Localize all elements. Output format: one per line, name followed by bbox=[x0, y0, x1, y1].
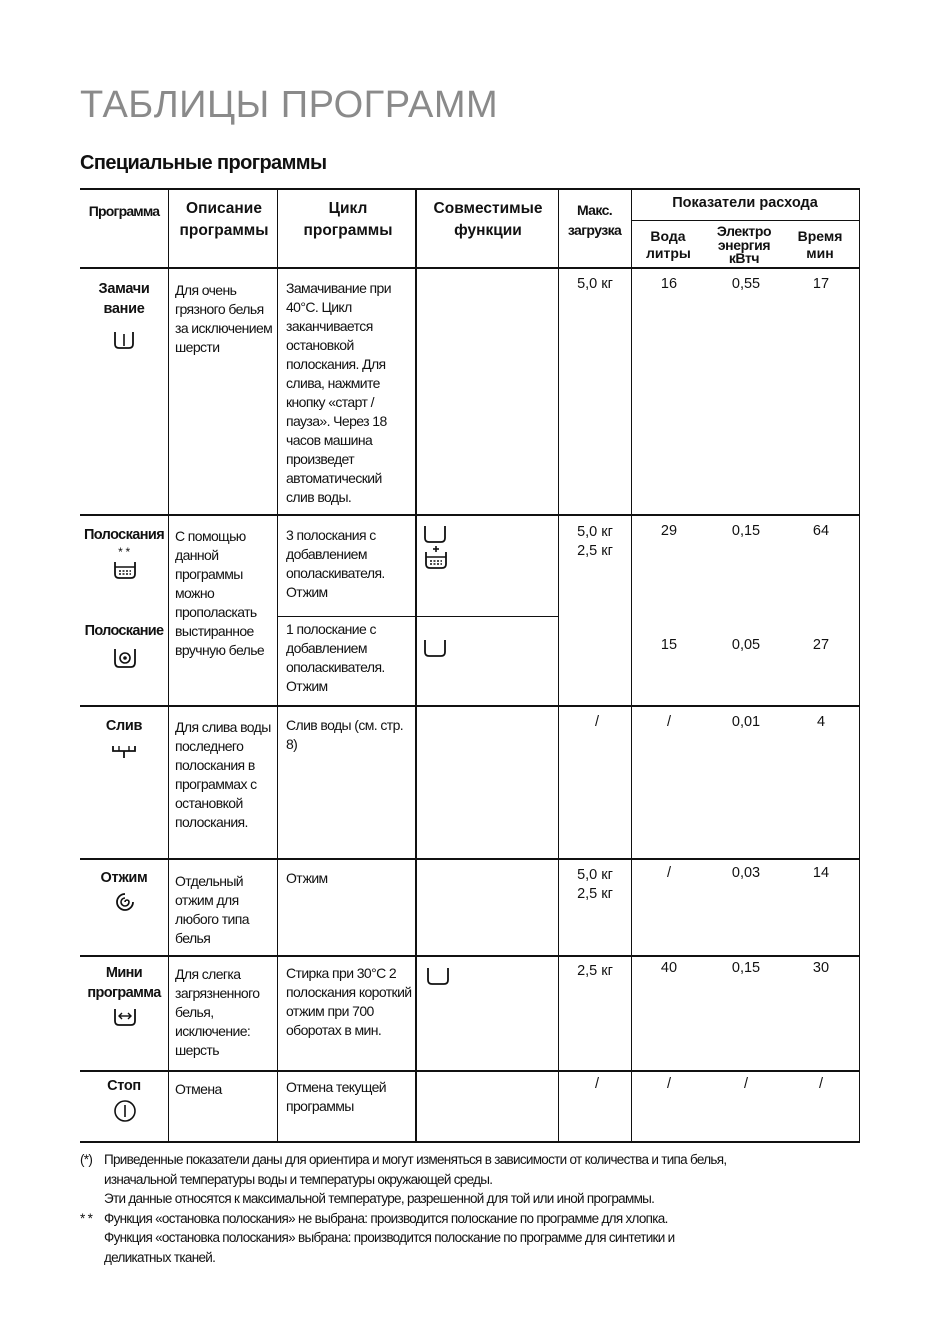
table-border-top bbox=[80, 188, 860, 190]
time-drain: 4 bbox=[816, 714, 826, 730]
footnote-line: Функция «остановка полоскания» не выбрана: производится полоскание по программе для хлопка. bbox=[104, 1210, 668, 1226]
load-rinses-1: 5,0 кг bbox=[577, 524, 613, 540]
description-soak: Для очень грязного белья за исключением шерсти bbox=[175, 282, 273, 355]
row-subdivider bbox=[277, 616, 558, 617]
water-spin: / bbox=[666, 865, 672, 881]
header-consumption: Показатели расхода bbox=[672, 195, 818, 211]
cycle-drain: Слив воды (см. стр. 8) bbox=[286, 717, 404, 752]
header-energy: Электро энергия кВтч bbox=[716, 223, 772, 266]
program-soak: Замачи вание bbox=[98, 281, 150, 317]
header-cycle: Цикл программы bbox=[303, 200, 393, 239]
load-stop: / bbox=[594, 1076, 600, 1092]
header-description: Описание программы bbox=[179, 200, 269, 239]
spin-icon bbox=[115, 892, 135, 912]
column-divider bbox=[631, 188, 632, 1143]
header-max-load: Макс. загрузка bbox=[567, 202, 622, 238]
header-time: Время мин bbox=[797, 228, 843, 261]
description-rinse: С помощью данной программы можно прополаскать выстиранное вручную белье bbox=[175, 528, 265, 658]
load-spin-1: 5,0 кг bbox=[577, 867, 613, 883]
energy-rinse: 0,05 bbox=[731, 637, 761, 653]
time-rinses: 64 bbox=[812, 523, 830, 539]
time-stop: / bbox=[818, 1076, 824, 1092]
water-mini: 40 bbox=[660, 960, 678, 976]
cycle-stop: Отмена текущей программы bbox=[286, 1079, 387, 1114]
row-divider bbox=[80, 705, 860, 707]
row-divider bbox=[80, 267, 860, 269]
footnote-line: Эти данные относятся к максимальной температуре, разрешенной для той или иной программы. bbox=[104, 1191, 655, 1206]
program-stop: Стоп bbox=[107, 1078, 141, 1094]
program-spin: Отжим bbox=[100, 870, 148, 886]
column-divider bbox=[277, 188, 278, 1143]
program-rinse: Полоскание bbox=[84, 623, 164, 639]
water-soak: 16 bbox=[660, 276, 678, 292]
footnote-mark: * * bbox=[80, 1210, 93, 1226]
time-spin: 14 bbox=[812, 865, 830, 881]
row-divider bbox=[80, 1070, 860, 1072]
footnote-mark: (*) bbox=[80, 1152, 93, 1167]
energy-rinses: 0,15 bbox=[731, 523, 761, 539]
table-border-bottom bbox=[80, 1141, 860, 1143]
cycle-rinse: 1 полоскание с добавлением ополаскивателя. Отжим bbox=[286, 621, 385, 694]
footnote-line: изначальной температуры воды и температуры окружающей среды. bbox=[104, 1171, 493, 1187]
description-drain: Для слива воды последнего полоскания в программах с остановкой полоскания. bbox=[175, 719, 271, 830]
energy-mini: 0,15 bbox=[731, 960, 761, 976]
time-soak: 17 bbox=[812, 276, 830, 292]
program-rinses-note: * * bbox=[118, 545, 130, 559]
mini-program-icon bbox=[113, 1007, 137, 1027]
delicate-rinse-icon bbox=[113, 647, 137, 669]
column-divider bbox=[558, 188, 559, 1143]
footnote-line: Приведенные показатели даны для ориентира и могут изменяться в зависимости от количества и типа белья, bbox=[104, 1152, 727, 1167]
description-spin: Отдельный отжим для любого типа белья bbox=[175, 873, 249, 946]
power-icon bbox=[113, 1099, 137, 1123]
column-divider bbox=[415, 188, 417, 1143]
footnote-line: Функция «остановка полоскания» выбрана: производится полоскание по программе для синтетики и bbox=[104, 1230, 675, 1245]
energy-drain: 0,01 bbox=[731, 714, 761, 730]
footnotes bbox=[80, 1150, 860, 1267]
header-program: Программа bbox=[88, 203, 160, 219]
load-drain: / bbox=[594, 714, 600, 730]
time-rinse: 27 bbox=[812, 637, 830, 653]
tub-plus-icon bbox=[423, 546, 449, 570]
energy-spin: 0,03 bbox=[731, 865, 761, 881]
energy-stop: / bbox=[743, 1076, 749, 1092]
energy-soak: 0,55 bbox=[731, 276, 761, 292]
program-rinses: Полоскания bbox=[83, 527, 165, 543]
water-rinse: 15 bbox=[660, 637, 678, 653]
section-subtitle: Специальные программы bbox=[80, 152, 327, 174]
program-mini: Мини программа bbox=[87, 965, 161, 1001]
row-divider bbox=[80, 955, 860, 957]
load-spin-2: 2,5 кг bbox=[577, 886, 613, 902]
water-rinses: 29 bbox=[660, 523, 678, 539]
consumption-subheader-line bbox=[631, 220, 860, 221]
table-border-right bbox=[859, 188, 860, 1143]
header-water: Вода литры bbox=[646, 228, 691, 261]
time-mini: 30 bbox=[812, 960, 830, 976]
rinse-icon bbox=[113, 560, 137, 580]
footnote-line: деликатных тканей. bbox=[104, 1249, 216, 1265]
water-stop: / bbox=[666, 1076, 672, 1092]
load-soak: 5,0 кг bbox=[577, 276, 613, 292]
tub-icon bbox=[423, 524, 447, 544]
load-mini: 2,5 кг bbox=[577, 963, 613, 979]
description-mini: Для слегка загрязненного белья, исключение: шерсть bbox=[175, 966, 260, 1058]
row-divider bbox=[80, 514, 860, 516]
row-divider bbox=[80, 858, 860, 860]
water-drain: / bbox=[666, 714, 672, 730]
tub-icon bbox=[426, 966, 450, 986]
cycle-mini: Стирка при 30°С 2 полоскания короткий отжим при 700 оборотах в мин. bbox=[286, 965, 412, 1038]
load-rinses-2: 2,5 кг bbox=[577, 543, 613, 559]
program-drain: Слив bbox=[105, 718, 143, 734]
drain-icon bbox=[111, 743, 137, 759]
programs-table bbox=[80, 188, 860, 1143]
footnote bbox=[80, 1209, 860, 1268]
description-stop: Отмена bbox=[175, 1081, 222, 1097]
tub-icon bbox=[423, 638, 447, 658]
cycle-rinses: 3 полоскания с добавлением ополаскивателя. Отжим bbox=[286, 527, 385, 600]
footnote bbox=[80, 1150, 860, 1209]
soak-icon bbox=[113, 330, 135, 350]
cycle-soak: Замачивание при 40°С. Цикл заканчивается остановкой полоскания. Для слива, нажмите кнопку «старт / пауза». Через 18 часов машина произведет автоматический слив воды. bbox=[286, 280, 391, 505]
page-title: ТАБЛИЦЫ ПРОГРАММ bbox=[80, 84, 499, 126]
cycle-spin: Отжим bbox=[286, 870, 328, 886]
header-functions: Совместимые функции bbox=[433, 200, 543, 239]
